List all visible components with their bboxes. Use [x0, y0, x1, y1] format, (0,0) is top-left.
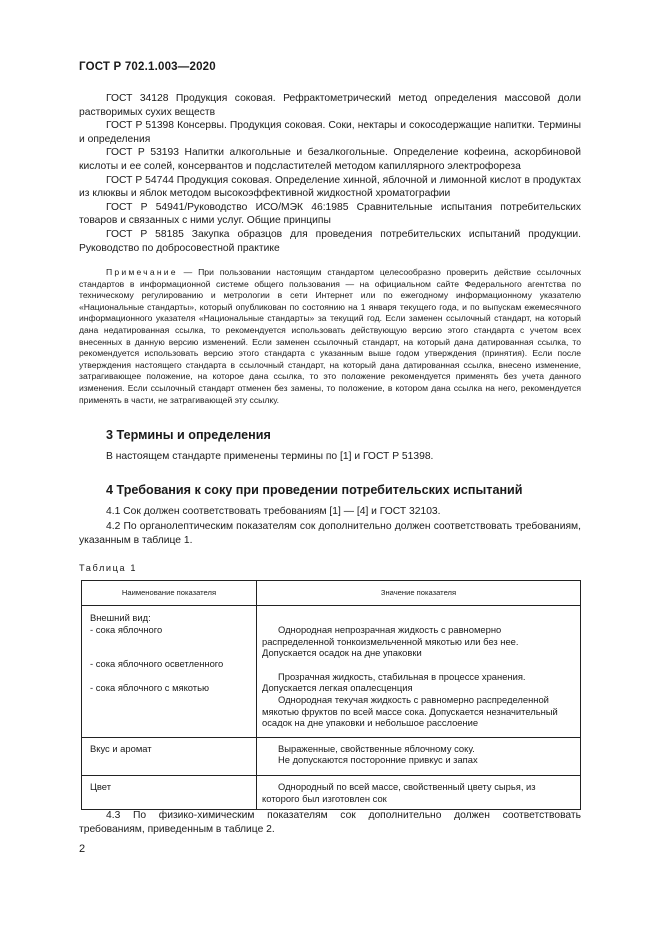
cell-color-value: [257, 775, 581, 809]
table-row-taste: [82, 737, 581, 775]
cell-appearance-values: [257, 606, 581, 738]
appearance-label: Внешний вид:: [90, 612, 151, 623]
table-row-appearance: [82, 606, 581, 738]
table-row-color: [82, 775, 581, 809]
column-header-value: Значение показателя: [257, 581, 581, 606]
reference-item: ГОСТ Р 58185 Закупка образцов для проведения потребительских испытаний продукции. Руководство по добросовестной практике: [79, 228, 581, 254]
section-3-text: В настоящем стандарте применены термины по [1] и ГОСТ Р 51398.: [106, 451, 434, 462]
table-1: [81, 580, 581, 810]
paragraph-4-3: 4.3 По физико-химическим показателям сок дополнительно должен соответствовать требованиям, приведенным в таблице 2.: [79, 810, 581, 835]
pulp-juice-label: - сока яблочного с мякотью: [90, 681, 210, 693]
table-1-caption: Таблица 1: [79, 563, 138, 573]
column-header-indicator: Наименование показателя: [82, 581, 257, 606]
taste-label: Вкус и аромат: [82, 737, 257, 775]
clarified-juice-label: - сока яблочного осветленного: [90, 658, 224, 670]
cell-appearance-labels: [82, 606, 257, 738]
reference-item: ГОСТ Р 51398 Консервы. Продукция соковая. Соки, нектары и сокосодержащие напитки. Термины и определения: [79, 120, 581, 145]
paragraph-4-1: 4.1 Сок должен соответствовать требованиям [1] — [4] и ГОСТ 32103.: [106, 506, 441, 517]
section-4-body: [79, 505, 581, 549]
table-header-row: [82, 581, 581, 606]
cell-taste-value: [257, 737, 581, 775]
section-3-body: [79, 450, 581, 465]
taste-value-line1: Выраженные, свойственные яблочному соку.: [278, 742, 475, 754]
paragraph-4-2: 4.2 По органолептическим показателям сок дополнительно должен соответствовать требованиям, указанным в таблице 1.: [79, 520, 581, 546]
pulp-juice-value: Однородная текучая жидкость с равномерно распределенной мякотью фруктов по всей массе сока. Допускается незначительный осадок на дне упаковки и небольшое расслоение: [262, 693, 558, 729]
apple-juice-label: - сока яблочного: [90, 623, 163, 635]
reference-item: ГОСТ Р 54941/Руководство ИСО/МЭК 46:1985 Сравнительные испытания потребительских товаров и связанных с ними услуг. Общие принципы: [79, 201, 581, 227]
note-label: Примечание: [106, 267, 178, 277]
note-block: [79, 267, 581, 406]
taste-value-line2: Не допускаются посторонние привкус и запах: [278, 754, 478, 766]
document-header: ГОСТ Р 702.1.003—2020: [79, 61, 216, 73]
color-label: Цвет: [82, 775, 257, 809]
section-3-heading: 3 Термины и определения: [106, 428, 271, 442]
reference-item: ГОСТ Р 53193 Напитки алкогольные и безалкогольные. Определение кофеина, аскорбиновой кислоты и ее солей, консервантов и подсластителей методом капиллярного электрофореза: [79, 147, 581, 172]
section-4-heading: 4 Требования к соку при проведении потребительских испытаний: [106, 483, 523, 497]
section-4-3-body: [79, 809, 581, 837]
page-number: 2: [79, 843, 86, 855]
reference-item: ГОСТ 34128 Продукция соковая. Рефрактометрический метод определения массовой доли растворимых сухих веществ: [79, 93, 581, 118]
normative-references: [79, 92, 581, 255]
clarified-juice-value: Прозрачная жидкость, стабильная в процессе хранения. Допускается легкая опалесценция: [262, 670, 526, 694]
color-value: Однородный по всей массе, свойственный цвету сырья, из которого был изготовлен сок: [262, 780, 536, 804]
note-text: — При пользовании настоящим стандартом целесообразно проверить действие ссылочных стандартов в информационной системе общего пользования — на официальном сайте Федерального агентства по техническому регулированию и метрологии в сети Интернет или по ежегодному информационному указателю «Национальные стандарты», который опубликован по состоянию на 1 января текущего года, и по выпускам ежемесячного информационного указателя «Национальные стандарты» за текущий год. Если заменен ссылочный стандарт, на который дана недатированная ссылка, то рекомендуется использовать действующую версию этого стандарта с учетом всех внесенных в данную версию изменений. Если заменен ссылочный стандарт, на который дана датированная ссылка, то рекомендуется использовать версию этого стандарта с указанным выше годом утверждения (принятия). Если после утверждения настоящего стандарта в ссылочный стандарт, на который дана датированная ссылка, внесено изменение, затрагивающее положение, на которое дана ссылка, то это положение рекомендуется применять без учета данного изменения. Если ссылочный стандарт отменен без замены, то положение, в котором дана ссылка на него, рекомендуется применять в части, не затрагивающей эту ссылку.: [79, 267, 581, 405]
apple-juice-value: Однородная непрозрачная жидкость с равномерно распределенной тонкоизмельченной мякотью или без нее. Допускается осадок на дне упаковки: [262, 624, 519, 659]
reference-item: ГОСТ Р 54744 Продукция соковая. Определение хинной, яблочной и лимонной кислот в продуктах из клюквы и яблок методом высокоэффективной жидкостной хроматографии: [79, 174, 581, 200]
